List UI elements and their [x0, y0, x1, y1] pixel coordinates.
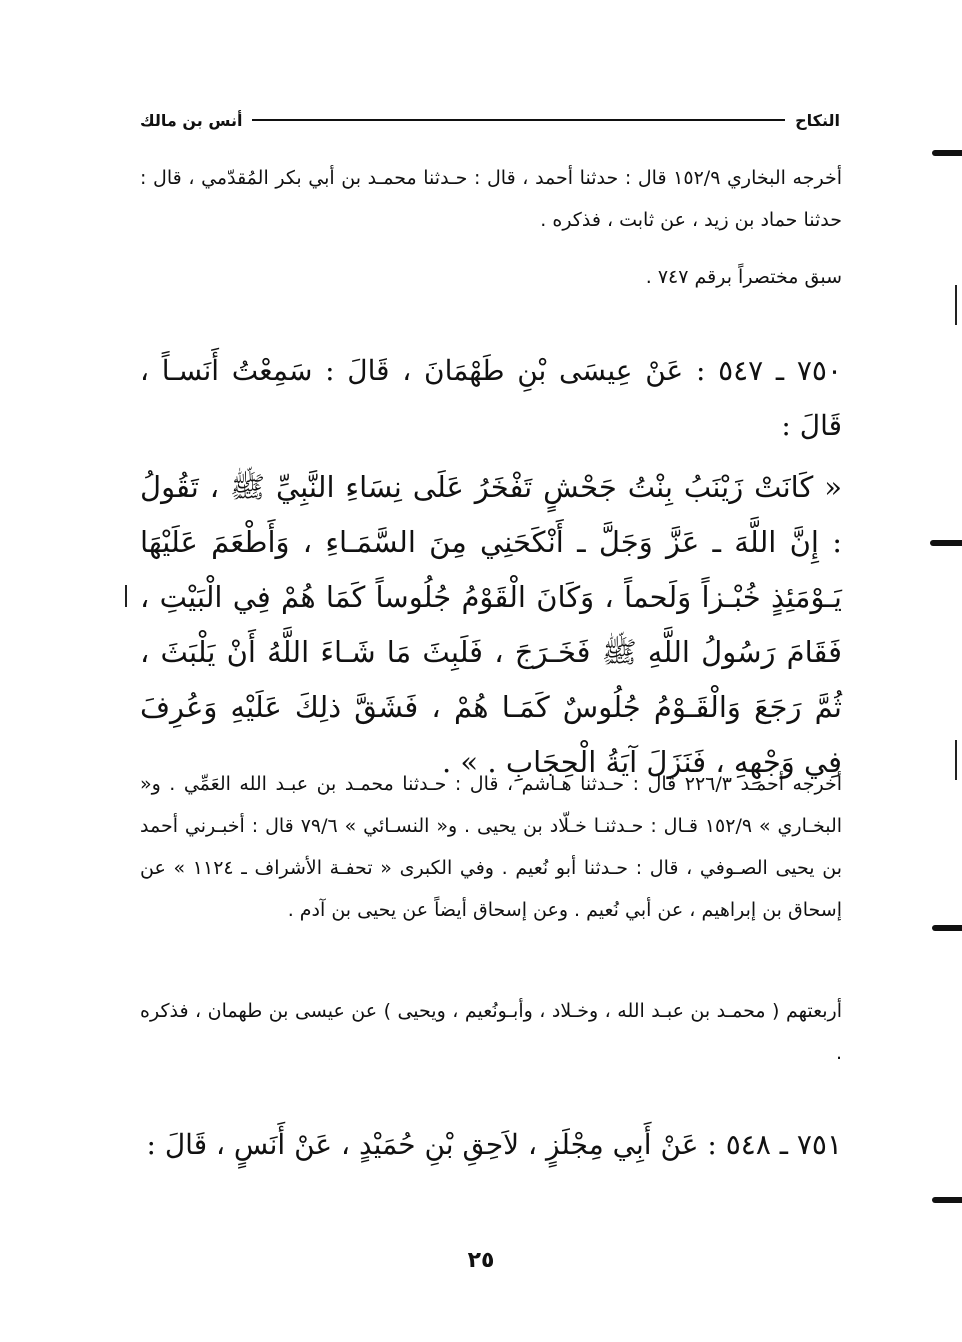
- narrator-title: أنس بن مالك: [140, 110, 243, 130]
- page-number: ٢٥: [467, 1248, 495, 1273]
- scan-edge-mark: [930, 540, 962, 546]
- scan-edge-tick: [955, 740, 957, 780]
- scan-edge-mark: [932, 150, 962, 156]
- chapter-title: النكاح: [795, 110, 840, 130]
- scan-edge-mark: [932, 925, 962, 931]
- running-header: [140, 100, 840, 140]
- chain-summary-note: أربعتهم ( محمـد بن عبـد الله ، وخـلاد ، وأبـونُعيم ، ويحيى ) عن عيسى بن طهمان ، فذكره .: [140, 1000, 842, 1064]
- scan-margin-tick: [125, 585, 127, 607]
- header-rule: [252, 119, 785, 121]
- hadith-750-text: « كَانَتْ زَيْنَبُ بِنْتُ جَحْشٍ تَفْخَرُ عَلَى نِسَاءِ النَّبِيِّ ﷺ ، تَقُولُ : إِنَّ اللَّهَ ـ عَزَّ وَجَلَّ ـ أَنْكَحَنِي مِنَ السَّمَـاءِ ، وَأَطْعَمَ عَلَيْهَا يَـوْمَئِذٍ خُبْـزاً وَلَحماً ، وَكَانَ الْقَوْمُ جُلُوساً كَمَا هُمْ فِي الْبَيْتِ ، فَقَامَ رَسُولُ اللَّهِ ﷺ فَخَـرَجَ ، فَلَبِثَ مَا شَـاءَ اللَّهُ أَنْ يَلْبَثَ ، ثُمَّ رَجَعَ وَالْقَـوْمُ جُلُوسٌ كَمَـا هُمْ ، فَشَقَّ ذلِكَ عَلَيْهِ وَعُرِفَ فِي وَجْهِهِ ، فَنَزَلَ آيَةُ الْحِجَابِ . » .: [140, 470, 843, 779]
- scan-edge-mark: [932, 1197, 962, 1203]
- hadith-751-heading: ٧٥١ ـ ٥٤٨ : عَنْ أَبِي مِجْلَزٍ ، لاَحِقِ بْنِ حُمَيْدٍ ، عَنْ أَنَسٍ ، قَالَ :: [146, 1128, 842, 1161]
- hadith-750-heading: ٧٥٠ ـ ٥٤٧ : عَنْ عِيسَى بْنِ طَهْمَانَ ، قَالَ : سَمِعْتُ أَنَسـاً ، قَالَ :: [140, 354, 842, 442]
- source-note-1: أخرجه البخاري ١٥٢/٩ قال : حدثنا أحمد ، قال : حـدثنا محمـد بن أبي بكر المُقدّمي ، قال : حدثنا حماد بن زيد ، عن ثابت ، فذكره .: [140, 167, 842, 231]
- cross-reference-note: سبق مختصراً برقم ٧٤٧ .: [645, 266, 842, 288]
- scan-edge-tick: [955, 285, 957, 325]
- source-note-2: أخرجه أحمـد ٢٢٦/٣ قال : حـدثنا هـاشم ، قال : حـدثنا محمـد بن عبـد الله العَمِّي . و« البخـاري » ١٥٢/٩ قـال : حـدثنـا خـلّاد بن يحيى . و« النسـائي » ٧٩/٦ قال : أخبـرني أحمد بن يحيى الصـوفي ، قال : حـدثنا أبو نُعيم . وفي الكبرى « تحفـة الأشراف ـ ١١٢٤ » عن إسحاق بن إبراهيم ، عن أبي نُعيم . وعن إسحاق أيضاً عن يحيى بن آدم .: [140, 773, 843, 921]
